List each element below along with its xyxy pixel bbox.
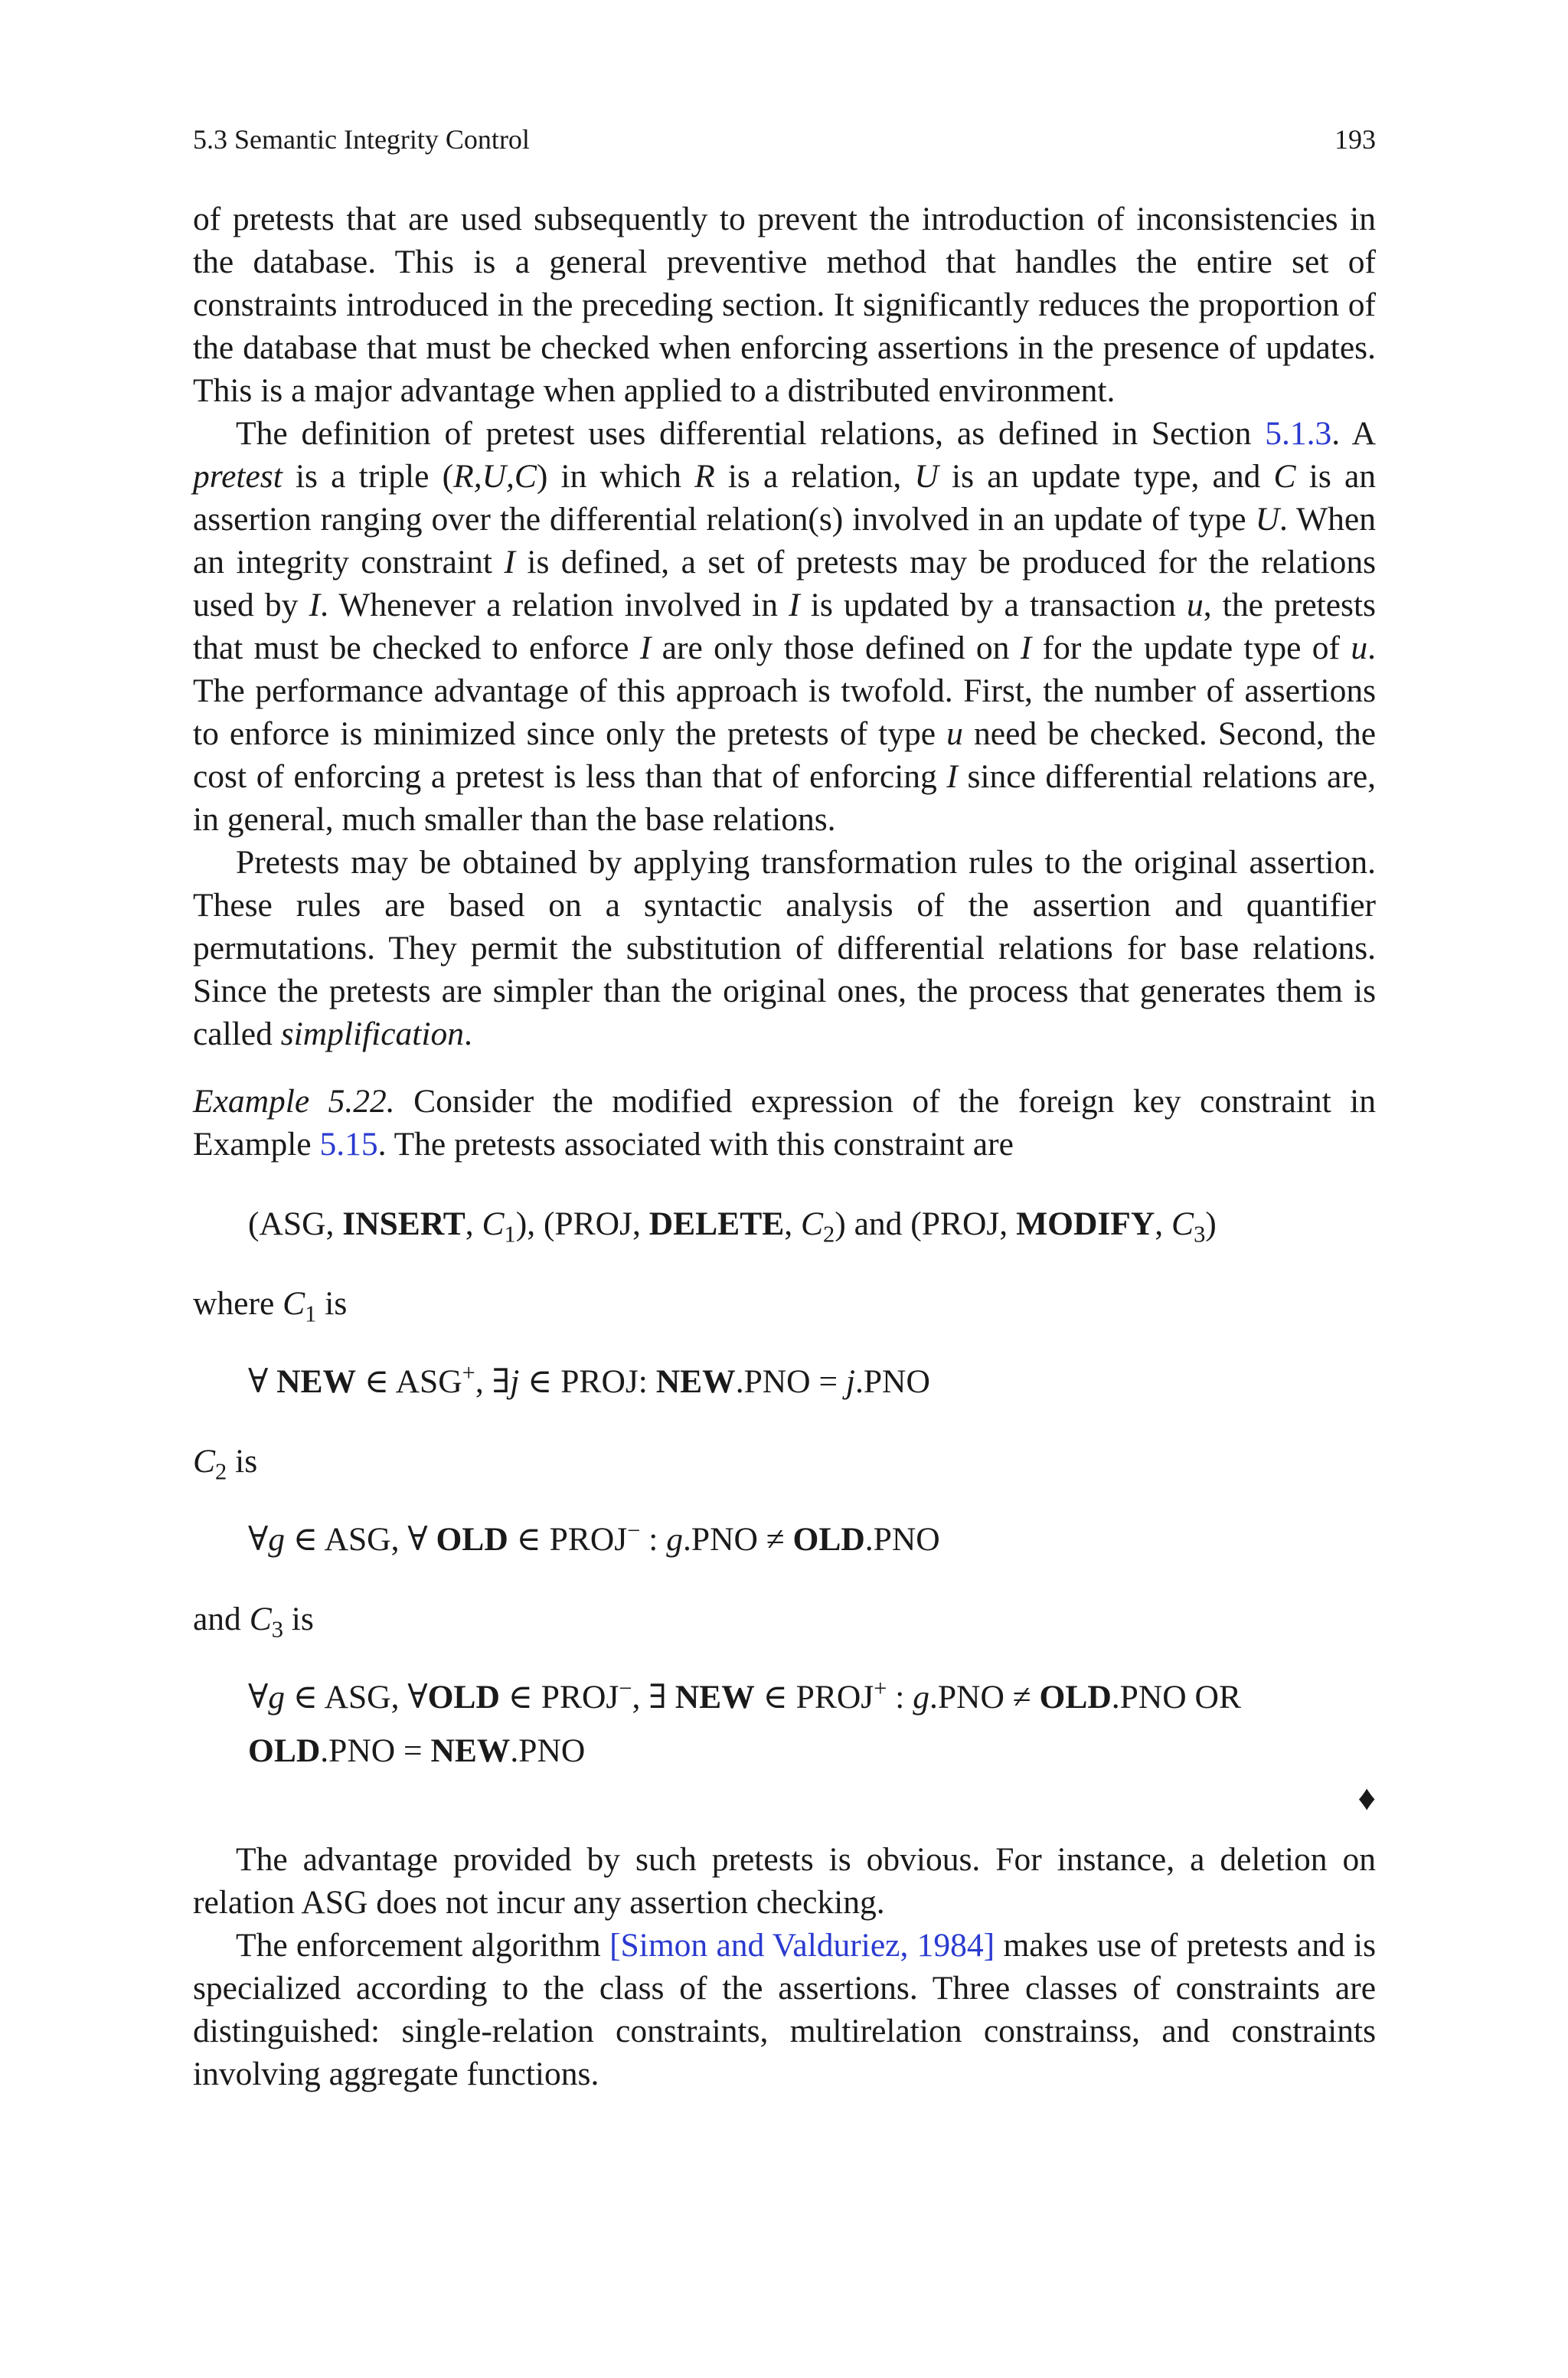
where-c1-line: where $C_1$ is xyxy=(193,1285,348,1327)
example-paragraph: Example 5.22. Consider the modified expression of the foreign key constraint in Example 5.15. The pretests associated with this constraint are xyxy=(193,1083,1376,1163)
paragraph-pretest-advantage: The advantage provided by such pretests is obvious. For instance, a deletion on relation ASG does not incur any assertion checking. xyxy=(193,1841,1376,1921)
running-header xyxy=(193,123,1376,156)
term-pretest: pretest xyxy=(193,458,283,495)
term-simplification: simplification xyxy=(280,1016,464,1052)
citation-link[interactable]: [Simon and Valduriez, 1984] xyxy=(609,1927,995,1964)
page-body xyxy=(193,198,1376,2095)
paragraph-pretests-intro: of pretests that are used subsequently to prevent the introduction of inconsistencies in the database. This is a general preventive method that handles the entire set of constraints introduced in the preceding section. It significantly reduces the proportion of the database that must be checked when enforcing assertions in the presence of updates. This is a major advantage when applied to a distributed environment. xyxy=(193,201,1376,409)
formula-pretests: (ASG, INSERT, $C_1$), (PROJ, DELETE, $C_2$) and (PROJ, MODIFY, $C_3$) xyxy=(248,1205,1217,1248)
and-c3-line: and $C_3$ is xyxy=(193,1601,314,1643)
paragraph-pretest-definition: The definition of pretest uses differential relations, as defined in Section 5.1.3. A pretest is a triple (R,U,C) in which R is a relation, U is an update type, and C is an assertion ranging over the differential relation(s) involved in an update of type U. When an integrity constraint I is defined, a set of pretests may be produced for the relations used by I. Whenever a relation involved in I is updated by a transaction u, the pretests that must be checked to enforce I are only those defined on I for the update type of u. The performance advantage of this approach is twofold. First, the number of assertions to enforce is minimized since only the pretests of type u need be checked. Second, the cost of enforcing a pretest is less than that of enforcing I since differential relations are, in general, much smaller than the base relations. xyxy=(193,415,1377,838)
formula-c1: ∀ NEW ∈ ASG+, ∃j ∈ PROJ: NEW.PNO = j.PNO xyxy=(248,1359,930,1400)
c2-is-line: $C_2$ is xyxy=(193,1443,258,1485)
formula-c3-line2: OLD.PNO = NEW.PNO xyxy=(248,1732,586,1769)
formula-c2: ∀g ∈ ASG, ∀ OLD ∈ PROJ− : g.PNO ≠ OLD.PNO xyxy=(248,1517,940,1558)
example-link[interactable]: 5.15 xyxy=(319,1126,378,1163)
page-number: 193 xyxy=(1334,124,1376,155)
paragraph-enforcement-algorithm: The enforcement algorithm [Simon and Valduriez, 1984] makes use of pretests and is specialized according to the class of the assertions. Three classes of constraints are distinguished: single-relation constraints, multirelation constrainss, and constraints involving aggregate functions. xyxy=(193,1927,1377,2092)
section-title: 5.3 Semantic Integrity Control xyxy=(193,124,530,155)
formula-c3-line1: ∀g ∈ ASG, ∀OLD ∈ PROJ−, ∃ NEW ∈ PROJ+ : g.PNO ≠ OLD.PNO OR xyxy=(248,1675,1241,1716)
end-of-example-diamond-icon: ♦ xyxy=(1357,1778,1376,1817)
paragraph-simplification: Pretests may be obtained by applying transformation rules to the original assertion. These rules are based on a syntactic analysis of the assertion and quantifier permutations. They permit the substitution of differential relations for base relations. Since the pretests are simpler than the original ones, the process that generates them is called simplification. xyxy=(193,844,1376,1052)
example-label: Example 5.22. xyxy=(193,1083,395,1120)
section-link[interactable]: 5.1.3 xyxy=(1265,415,1332,452)
